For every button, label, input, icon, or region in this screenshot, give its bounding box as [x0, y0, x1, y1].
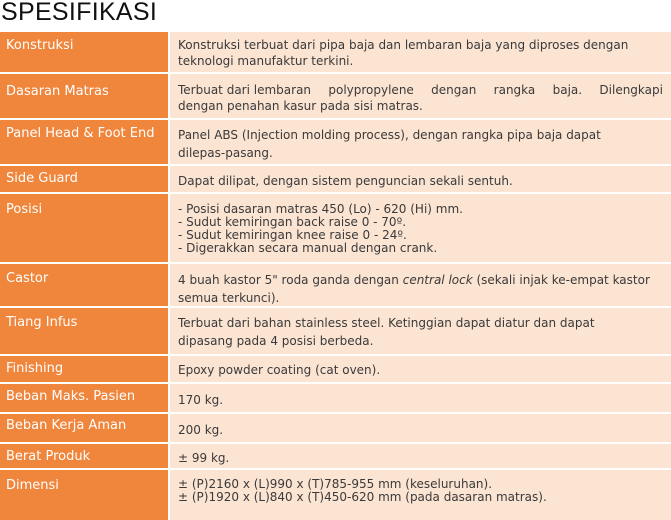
spec-value-line: dilepas-pasang.	[178, 146, 273, 160]
spec-label: Tiang Infus	[0, 308, 168, 356]
spec-value-line	[178, 82, 663, 98]
spec-label: Beban Kerja Aman	[0, 414, 168, 444]
spec-word: baja.	[552, 83, 583, 97]
spec-value	[170, 414, 671, 444]
spec-text-italic: central lock	[402, 273, 473, 287]
spec-value	[170, 384, 671, 414]
spec-row-finishing	[0, 356, 671, 384]
spec-word: rangka	[493, 83, 536, 97]
spec-row-castor	[0, 264, 671, 308]
spec-row-tiang-infus	[0, 308, 671, 356]
spec-value-line: - Sudut kemiringan knee raise 0 - 24º.	[178, 228, 407, 242]
spec-value-line: ± 99 kg.	[178, 451, 230, 465]
spec-word: Dilengkapi	[599, 83, 663, 97]
spec-value-line: ± (P)2160 x (L)990 x (T)785-955 mm (keseluruhan).	[178, 477, 493, 491]
spec-value	[170, 308, 671, 356]
spec-text: (sekali injak ke-empat kastor	[472, 273, 650, 287]
spec-label: Posisi	[0, 194, 168, 264]
spec-value-line: - Sudut kemiringan back raise 0 - 70º.	[178, 215, 407, 229]
spec-label: Finishing	[0, 356, 168, 384]
spec-value	[170, 444, 671, 470]
spec-word: dengan	[431, 83, 477, 97]
spec-value-line: 200 kg.	[178, 423, 224, 437]
spec-row-dasaran-matras	[0, 74, 671, 120]
spec-label: Dimensi	[0, 470, 168, 520]
spec-label: Castor	[0, 264, 168, 308]
spec-value-line: Panel ABS (Injection molding process), dengan rangka pipa baja dapat	[178, 128, 601, 142]
spec-label: Konstruksi	[0, 32, 168, 74]
spec-label: Beban Maks. Pasien	[0, 384, 168, 414]
spec-row-beban-maks	[0, 384, 671, 414]
spec-label: Panel Head & Foot End	[0, 120, 168, 166]
spec-row-side-guard	[0, 166, 671, 194]
spec-value-line: - Digerakkan secara manual dengan crank.	[178, 241, 438, 255]
spec-row-beban-kerja	[0, 414, 671, 444]
spec-value	[170, 470, 671, 520]
spec-value-line	[178, 272, 663, 288]
spec-word: polypropylene	[328, 83, 414, 97]
spec-value-line: teknologi manufaktur terkini.	[178, 54, 354, 68]
spec-value-line: semua terkunci).	[178, 291, 280, 305]
spec-value-line: dengan penahan kasur pada sisi matras.	[178, 99, 423, 113]
spec-row-dimensi	[0, 470, 671, 520]
spec-text: 4 buah kastor 5" roda ganda dengan	[178, 273, 403, 287]
spec-row-berat-produk	[0, 444, 671, 470]
spec-value	[170, 166, 671, 194]
spec-value-line: 170 kg.	[178, 393, 224, 407]
spec-value	[170, 120, 671, 166]
page-title: SPESIFIKASI	[1, 0, 158, 26]
spec-value-line: Terbuat dari bahan stainless steel. Ketinggian dapat diatur dan dapat	[178, 316, 595, 330]
spec-value-line: ± (P)1920 x (L)840 x (T)450-620 mm (pada dasaran matras).	[178, 490, 547, 504]
spec-row-posisi	[0, 194, 671, 264]
spec-value	[170, 74, 671, 120]
spec-value-line: dipasang pada 4 posisi berbeda.	[178, 334, 374, 348]
spec-label: Dasaran Matras	[0, 74, 168, 120]
spec-value-line: Dapat dilipat, dengan sistem penguncian sekali sentuh.	[178, 174, 513, 188]
spec-value-line: Konstruksi terbuat dari pipa baja dan lembaran baja yang diproses dengan	[178, 38, 629, 52]
spec-label: Side Guard	[0, 166, 168, 194]
spec-value	[170, 264, 671, 308]
spec-value-line: - Posisi dasaran matras 450 (Lo) - 620 (Hi) mm.	[178, 202, 463, 216]
spec-value	[170, 32, 671, 74]
spec-row-panel-head-foot	[0, 120, 671, 166]
spec-label: Berat Produk	[0, 444, 168, 470]
spec-value	[170, 194, 671, 264]
spec-value	[170, 356, 671, 384]
spec-word: Terbuat dari lembaran	[178, 83, 312, 97]
spec-row-konstruksi	[0, 32, 671, 74]
spec-value-line: Epoxy powder coating (cat oven).	[178, 363, 381, 377]
